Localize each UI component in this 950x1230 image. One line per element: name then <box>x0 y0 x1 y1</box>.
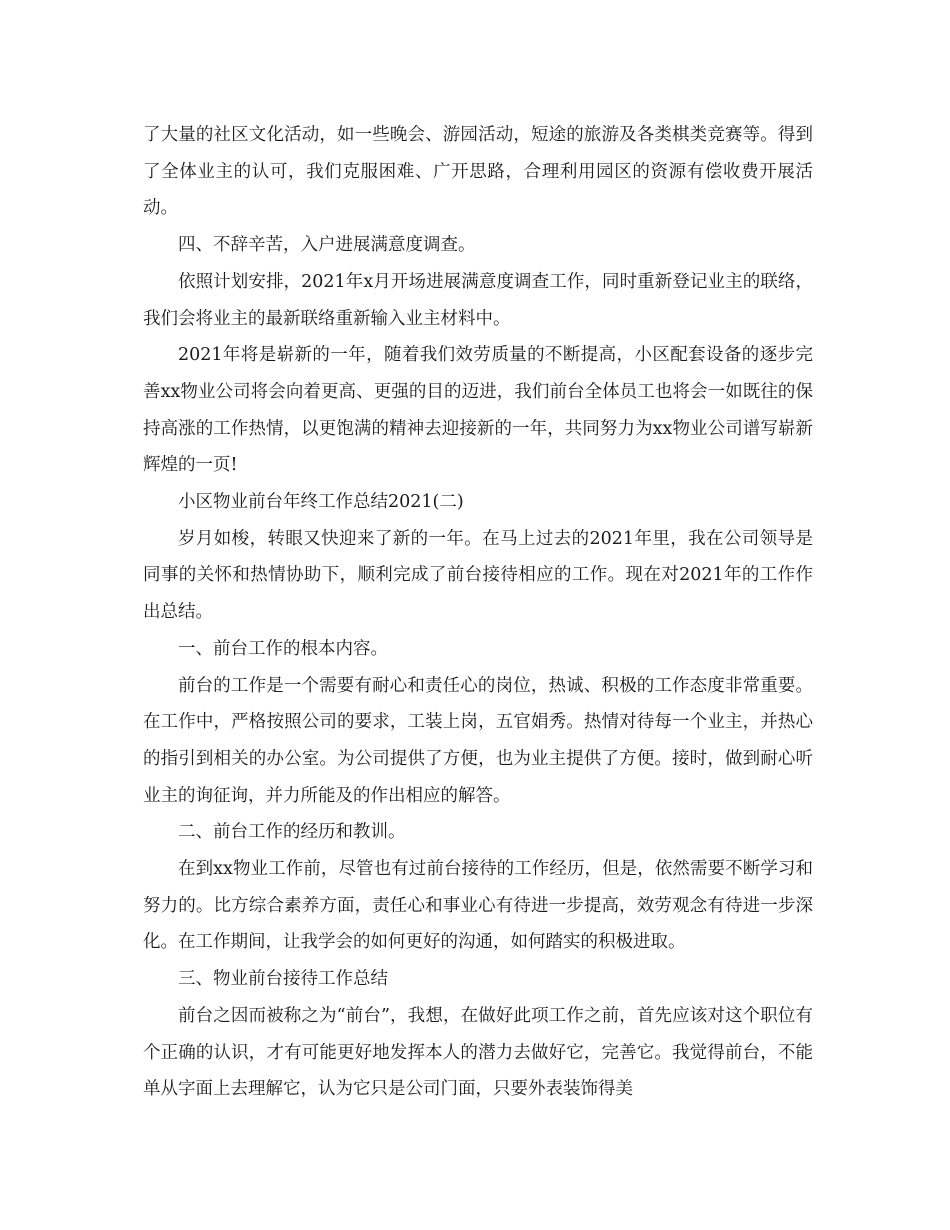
paragraph-3: 依照计划安排，2021年x月开场进展满意度调查工作，同时重新登记业主的联络，我们会将业主的最新联络重新输入业主材料中。 <box>143 271 813 329</box>
paragraph-10: 在到xx物业工作前，尽管也有过前台接待的工作经历，但是，依然需要不断学习和努力的。比方综合素养方面，责任心和事业心有待进一步提高，效劳观念有待进一步深化。在工作期间，让我学会的如何更好的沟通，如何踏实的积极进取。 <box>143 859 813 953</box>
paragraph-2: 四、不辞辛苦，入户进展满意度调查。 <box>178 235 476 256</box>
paragraph-1: 了大量的社区文化活动，如一些晚会、游园活动，短途的旅游及各类棋类竞赛等。得到了全体业主的认可，我们克服困难、广开思路，合理利用园区的资源有偿收费开展活动。 <box>143 125 813 219</box>
paragraph-12: 前台之因而被称之为“前台”，我想，在做好此项工作之前，首先应该对这个职位有个正确的认识，才有可能更好地发挥本人的潜力去做好它，完善它。我觉得前台，不能单从字面上去理解它，认为它只是公司门面，只要外表装饰得美 <box>143 1005 813 1100</box>
heading-3: 三、物业前台接待工作总结 <box>178 969 388 990</box>
paragraph-4: 2021年将是崭新的一年，随着我们效劳质量的不断提高，小区配套设备的逐步完善xx物业公司将会向着更高、更强的目的迈进，我们前台全体员工也将会一如既往的保持高涨的工作热情，以更饱满的精神去迎接新的一年，共同努力为xx物业公司谱写崭新辉煌的一页! <box>143 345 813 476</box>
paragraph-6: 岁月如梭，转眼又快迎来了新的一年。在马上过去的2021年里，我在公司领导是同事的关怀和热情协助下，顺利完成了前台接待相应的工作。现在对2021年的工作作出总结。 <box>143 528 813 623</box>
section-title: 小区物业前台年终工作总结2021(二) <box>178 492 464 513</box>
heading-2: 二、前台工作的经历和教训。 <box>178 822 406 843</box>
paragraph-8: 前台的工作是一个需要有耐心和责任心的岗位，热诚、积极的工作态度非常重要。在工作中，严格按照公司的要求，工装上岗，五官娟秀。热情对待每一个业主，并热心的指引到相关的办公室。为公司提供了方便，也为业主提供了方便。接时，做到耐心听业主的询征询，并力所能及的作出相应的解答。 <box>143 675 813 806</box>
document-body <box>143 117 813 1108</box>
heading-1: 一、前台工作的根本内容。 <box>178 638 388 659</box>
